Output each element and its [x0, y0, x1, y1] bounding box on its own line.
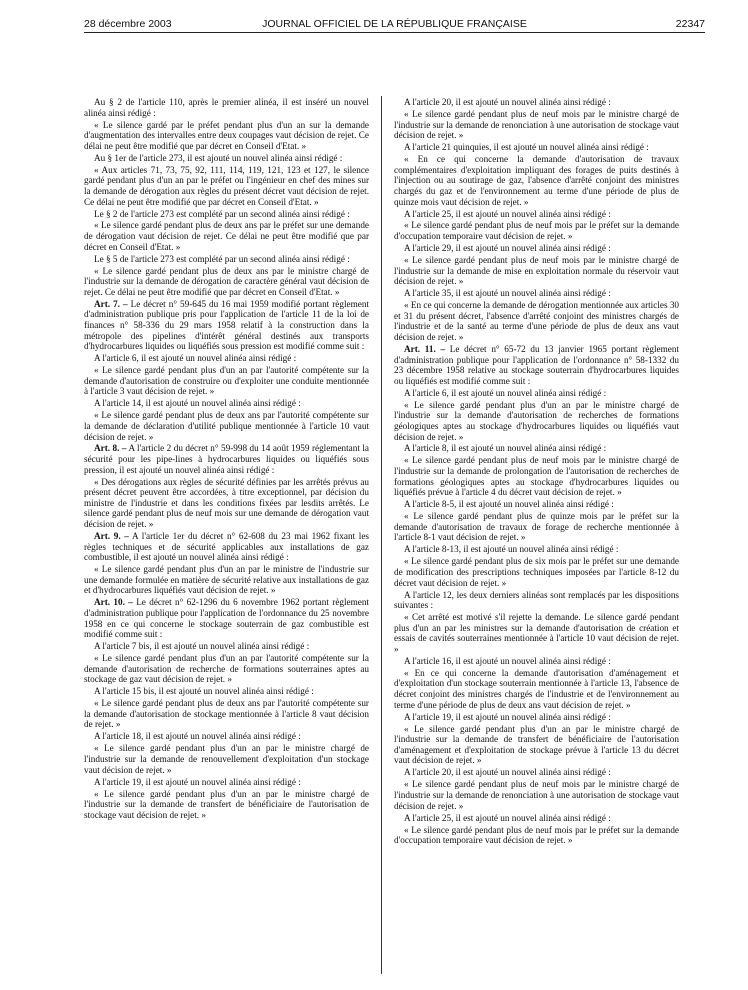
paragraph: [394, 668, 679, 710]
paragraph-text: Le décret n° 62-1296 du 6 novembre 1962 portant règlement d'administration publique pour l'application de l'ordonnance du 25 novembre 1958 en ce qui concerne le stockage souterrain de gaz combustible est modifié comme suit :: [84, 597, 369, 640]
left-column: [84, 97, 369, 822]
paragraph: [84, 653, 369, 685]
paragraph: [84, 220, 369, 252]
article-heading: Art. 11. –: [404, 343, 446, 354]
paragraph-text: « Cet arrêté est motivé s'il rejette la demande. Le silence gardé pendant plus d'un an par les ministres sur la demande d'autorisation de création et essais de cavités souterraines mentionnée à l'article 10 vaut décision de rejet. »: [394, 612, 679, 654]
page-number: 22347: [675, 18, 705, 30]
paragraph-text: « En ce qui concerne la demande d'autorisation d'aménagement et d'exploitation d'un stockage souterrain mentionnée à l'article 13, l'absence de décret conjoint des ministres chargés de l'industrie et de l'environnement au terme d'une période de plus de deux ans vaut décision de rejet. »: [394, 667, 679, 710]
paragraph-text: « Le silence gardé pendant plus de six mois par le préfet sur une demande de modification des prescriptions techniques imposées par l'article 8-12 du décret vaut décision de rejet. »: [394, 556, 679, 588]
paragraph: [84, 398, 369, 409]
paragraph-text: Au § 2 de l'article 110, après le premier alinéa, il est inséré un nouvel alinéa ainsi rédigé :: [84, 97, 369, 118]
paragraph-text: « Le silence gardé pendant plus de neuf mois par le ministre chargé de l'industrie sur la demande de renonciation à une autorisation de stockage vaut décision de rejet. »: [394, 779, 679, 811]
paragraph-text: « En ce qui concerne la demande d'autorisation de travaux complémentaires d'exploitation impliquant des forages de puits destinés à l'injection ou au soutirage de gaz, l'absence d'arrêté conjoint des ministres chargés du gaz et de l'environnement au terme d'une période de plus de quinze mois vaut décision de rejet. »: [394, 154, 679, 207]
paragraph: [84, 266, 369, 298]
paragraph: [394, 220, 679, 241]
paragraph-text: « Aux articles 71, 73, 75, 92, 111, 114, 119, 121, 123 et 127, le silence gardé pendant plus d'un an par le préfet ou l'ingénieur en chef des mines sur la demande de dérogation aux règles du présent décret vaut décision de rejet. Ce délai ne peut être modifié que par décret en Conseil d'Etat. »: [84, 164, 369, 207]
paragraph-text: « Le silence gardé par le préfet pendant plus d'un an sur la demande d'augmentation des intervalles entre deux coupages vaut décision de rejet. Ce délai ne peut être modifié que par décret en Conseil d'Etat. »: [84, 119, 369, 151]
paragraph: [84, 743, 369, 775]
article-heading: Art. 10. –: [94, 597, 133, 608]
paragraph: [84, 153, 369, 164]
paragraph-text: A l'article 15 bis, il est ajouté un nouvel alinéa ainsi rédigé :: [94, 686, 314, 697]
paragraph: [84, 443, 369, 475]
paragraph-text: « Le silence gardé pendant plus d'un an par le ministre chargé de l'industrie sur la demande de transfert de bénéficiaire de l'autorisation d'aménagement et d'exploitation de stockage prévue à l'article 13 du décret vaut décision de rejet. »: [394, 723, 679, 766]
paragraph-text: « Le silence gardé pendant plus de deux ans par l'autorité compétente sur la demande de déclaration d'utilité publique mentionnée à l'article 10 vaut décision de rejet. »: [84, 410, 369, 442]
page-header: [84, 18, 705, 33]
paragraph: [394, 499, 679, 510]
paragraph: [394, 455, 679, 497]
paragraph-text: A l'article 6, il est ajouté un nouvel alinéa ainsi rédigé :: [94, 353, 297, 364]
paragraph-text: A l'article 25, il est ajouté un nouvel alinéa ainsi rédigé :: [404, 208, 611, 219]
paragraph-text: « Le silence gardé pendant plus de neuf mois par le ministre chargé de l'industrie sur la demande de prolongation de l'autorisation de recherches de formations géologiques aptes au stockage d'hydrocarbures liquides ou liquéfiés prévue à l'article 4 du décret vaut décision de rejet. »: [394, 455, 679, 498]
column-divider: [381, 96, 382, 974]
paragraph: [84, 731, 369, 742]
paragraph: [394, 590, 679, 611]
paragraph-text: A l'article 14, il est ajouté un nouvel alinéa ainsi rédigé :: [94, 398, 301, 409]
paragraph-text: A l'article 19, il est ajouté un nouvel alinéa ainsi rédigé :: [94, 776, 301, 787]
paragraph-text: « Le silence gardé pendant plus de neuf mois par le préfet sur la demande d'occupation temporaire vaut décision de rejet. »: [394, 220, 679, 242]
paragraph-text: A l'article 25, il est ajouté un nouvel alinéa ainsi rédigé :: [404, 812, 611, 823]
paragraph: [394, 97, 679, 108]
paragraph: [84, 165, 369, 207]
paragraph: [394, 388, 679, 399]
paragraph: [394, 544, 679, 555]
paragraph: [394, 724, 679, 766]
paragraph: [394, 556, 679, 588]
article-heading: Art. 7. –: [94, 298, 128, 309]
paragraph-text: « Le silence gardé pendant plus de neuf mois par le ministre chargé de l'industrie sur la demande de renonciation à une autorisation de stockage vaut décision de rejet. »: [394, 108, 679, 141]
paragraph: [84, 564, 369, 596]
paragraph-text: « Le silence gardé pendant plus d'un an par le ministre de l'industrie sur une demande formulée en matière de sécurité relative aux installations de gaz et d'hydrocarbures liquéfiés vaut décision de rejet. »: [84, 564, 369, 596]
paragraph: [84, 597, 369, 639]
paragraph: [394, 288, 679, 299]
paragraph: [394, 300, 679, 342]
paragraph-text: « Le silence gardé pendant plus de deux ans par le préfet sur une demande de dérogation vaut décision de rejet. Ce délai ne peut être modifié que par décret en Conseil d'Etat. »: [84, 220, 369, 252]
paragraph-text: Le décret n° 59-645 du 16 mai 1959 modifié portant règlement d'administration publique pris pour l'application de l'article 11 de la loi de finances n° 58-336 du 29 mars 1958 relatif à la construction dans la métropole des pipelines d'intérêt général destinés aux transports d'hydrocarbures liquides ou liquéfiés sous pression est modifié comme suit :: [84, 298, 369, 352]
paragraph-text: A l'article 6, il est ajouté un nouvel alinéa ainsi rédigé :: [404, 387, 607, 398]
paragraph-text: « Le silence gardé pendant plus de deux ans par l'autorité compétente sur la demande d'autorisation de stockage mentionnée à l'article 8 vaut décision de rejet. »: [84, 698, 369, 730]
paragraph-text: « Le silence gardé pendant plus d'un an par l'autorité compétente sur la demande d'autorisation de construire ou d'exploiter une conduite mentionnée à l'article 3 vaut décision de rejet. »: [84, 365, 369, 397]
paragraph-text: « Le silence gardé pendant plus d'un an par le ministre chargé de l'industrie sur la demande de transfert de bénéficiaire de l'autorisation de stockage vaut décision de rejet. »: [84, 788, 369, 820]
paragraph: [394, 443, 679, 454]
article-heading: Art. 8. –: [94, 443, 127, 454]
header-date: 28 décembre 2003: [84, 18, 172, 30]
paragraph: [84, 254, 369, 265]
journal-title: JOURNAL OFFICIEL DE LA RÉPUBLIQUE FRANÇAISE: [262, 18, 527, 30]
paragraph-text: A l'article 12, les deux derniers alinéas sont remplacés par les dispositions suivantes :: [394, 589, 679, 611]
paragraph-text: A l'article 18, il est ajouté un nouvel alinéa ainsi rédigé :: [94, 731, 301, 742]
paragraph-text: « Le silence gardé pendant plus d'un an par le ministre chargé de l'industrie sur la demande d'autorisation de recherches de formations géologiques aptes au stockage d'hydrocarbures liquides ou liquéfiés vaut décision de rejet. »: [394, 399, 679, 442]
paragraph-text: « Le silence gardé pendant plus de neuf mois par le ministre chargé de l'industrie sur la demande de mise en exploitation normale du réservoir vaut décision de rejet. »: [394, 255, 679, 287]
paragraph-text: A l'article 2 du décret n° 59-998 du 14 août 1959 réglementant la sécurité pour les pipe-lines à hydrocarbures liquides ou liquéfiés sous pression, il est ajouté un nouvel alinéa ainsi rédigé :: [84, 443, 370, 475]
paragraph: [394, 209, 679, 220]
paragraph: [394, 813, 679, 824]
paragraph: [84, 97, 369, 118]
paragraph-text: A l'article 1er du décret n° 62-608 du 23 mai 1962 fixant les règles techniques et de sécurité applicables aux installations de gaz combustible, il est ajouté un nouvel alinéa ainsi rédigé :: [84, 531, 369, 563]
paragraph-text: « En ce qui concerne la demande de dérogation mentionnée aux articles 30 et 31 du présent décret, l'absence d'arrêté conjoint des ministres chargés de l'industrie et de la santé au terme d'une période de plus de deux ans vaut décision de rejet. »: [394, 300, 680, 342]
paragraph-text: A l'article 8-13, il est ajouté un nouvel alinéa ainsi rédigé :: [404, 544, 619, 555]
paragraph-text: « Le silence gardé pendant plus de deux ans par le ministre chargé de l'industrie sur la demande de dérogation de caractère général vaut décision de rejet. Ce délai ne peut être modifié que par décret en Conseil d'Etat. »: [84, 265, 369, 297]
paragraph: [84, 209, 369, 220]
paragraph-text: Le décret n° 65-72 du 13 janvier 1965 portant règlement d'administration publique pour l'application de l'ordonnance n° 58-1332 du 23 décembre 1958 relative au stockage souterrain d'hydrocarbures liquides ou liquéfiés est modifié comme suit :: [394, 343, 679, 386]
paragraph-text: « Le silence gardé pendant plus de quinze mois par le préfet sur la demande d'autorisation de travaux de forage de recherche mentionnée à l'article 8-1 vaut décision de rejet. »: [394, 511, 679, 543]
paragraph-text: A l'article 20, il est ajouté un nouvel alinéa ainsi rédigé :: [404, 767, 611, 778]
paragraph-text: « Le silence gardé pendant plus de neuf mois par le préfet sur la demande d'occupation temporaire vaut décision de rejet. »: [394, 824, 679, 846]
paragraph: [394, 142, 679, 153]
paragraph-text: Le § 2 de l'article 273 est complété par un second alinéa ainsi rédigé :: [94, 208, 350, 219]
paragraph: [394, 109, 679, 141]
paragraph: [84, 531, 369, 563]
paragraph: [84, 789, 369, 821]
paragraph-text: A l'article 7 bis, il est ajouté un nouvel alinéa ainsi rédigé :: [94, 641, 310, 652]
paragraph: [394, 344, 679, 386]
paragraph-text: A l'article 8, il est ajouté un nouvel alinéa ainsi rédigé :: [404, 443, 607, 454]
paragraph-text: A l'article 35, il est ajouté un nouvel alinéa ainsi rédigé :: [404, 288, 611, 299]
article-heading: Art. 9. –: [94, 531, 129, 542]
paragraph-text: « Des dérogations aux règles de sécurité définies par les arrêtés prévus au présent décret peuvent être accordées, à titre exceptionnel, par décision du ministre de l'industrie et dans les conditions fixées par lesdits arrêtés. Le silence gardé pendant plus de neuf mois sur une demande de dérogation vaut décision de rejet. »: [84, 476, 369, 530]
paragraph: [394, 400, 679, 442]
paragraph: [84, 698, 369, 730]
right-column: [394, 97, 679, 847]
paragraph: [394, 511, 679, 543]
paragraph: [84, 777, 369, 788]
paragraph: [84, 299, 369, 352]
paragraph: [84, 353, 369, 364]
paragraph: [394, 656, 679, 667]
paragraph-text: Le § 5 de l'article 273 est complété par un second alinéa ainsi rédigé :: [94, 253, 350, 264]
paragraph: [394, 767, 679, 778]
paragraph-text: A l'article 20, il est ajouté un nouvel alinéa ainsi rédigé :: [404, 97, 611, 107]
paragraph-text: A l'article 19, il est ajouté un nouvel alinéa ainsi rédigé :: [404, 711, 611, 722]
paragraph-text: A l'article 16, il est ajouté un nouvel alinéa ainsi rédigé :: [404, 655, 611, 666]
paragraph: [84, 686, 369, 697]
paragraph: [84, 120, 369, 152]
paragraph: [84, 477, 369, 530]
paragraph: [394, 154, 679, 207]
paragraph: [394, 712, 679, 723]
paragraph: [394, 825, 679, 846]
paragraph-text: A l'article 21 quinquies, il est ajouté un nouvel alinéa ainsi rédigé :: [404, 142, 649, 153]
paragraph: [394, 612, 679, 654]
paragraph: [84, 365, 369, 397]
paragraph: [394, 243, 679, 254]
paragraph-text: « Le silence gardé pendant plus d'un an par l'autorité compétente sur la demande d'autorisation de recherche de formations souterraines aptes au stockage de gaz vaut décision de rejet. »: [84, 653, 369, 685]
paragraph-text: A l'article 29, il est ajouté un nouvel alinéa ainsi rédigé :: [404, 243, 611, 254]
paragraph: [394, 779, 679, 811]
paragraph: [84, 641, 369, 652]
paragraph-text: A l'article 8-5, il est ajouté un nouvel alinéa ainsi rédigé :: [404, 499, 614, 510]
paragraph-text: Au § 1er de l'article 273, il est ajouté un nouvel alinéa ainsi rédigé :: [94, 152, 343, 163]
paragraph: [84, 410, 369, 442]
paragraph: [394, 255, 679, 287]
paragraph-text: « Le silence gardé pendant plus d'un an par le ministre chargé de l'industrie sur la demande de renouvellement d'exploitation d'un stockage vaut décision de rejet. »: [84, 743, 369, 775]
